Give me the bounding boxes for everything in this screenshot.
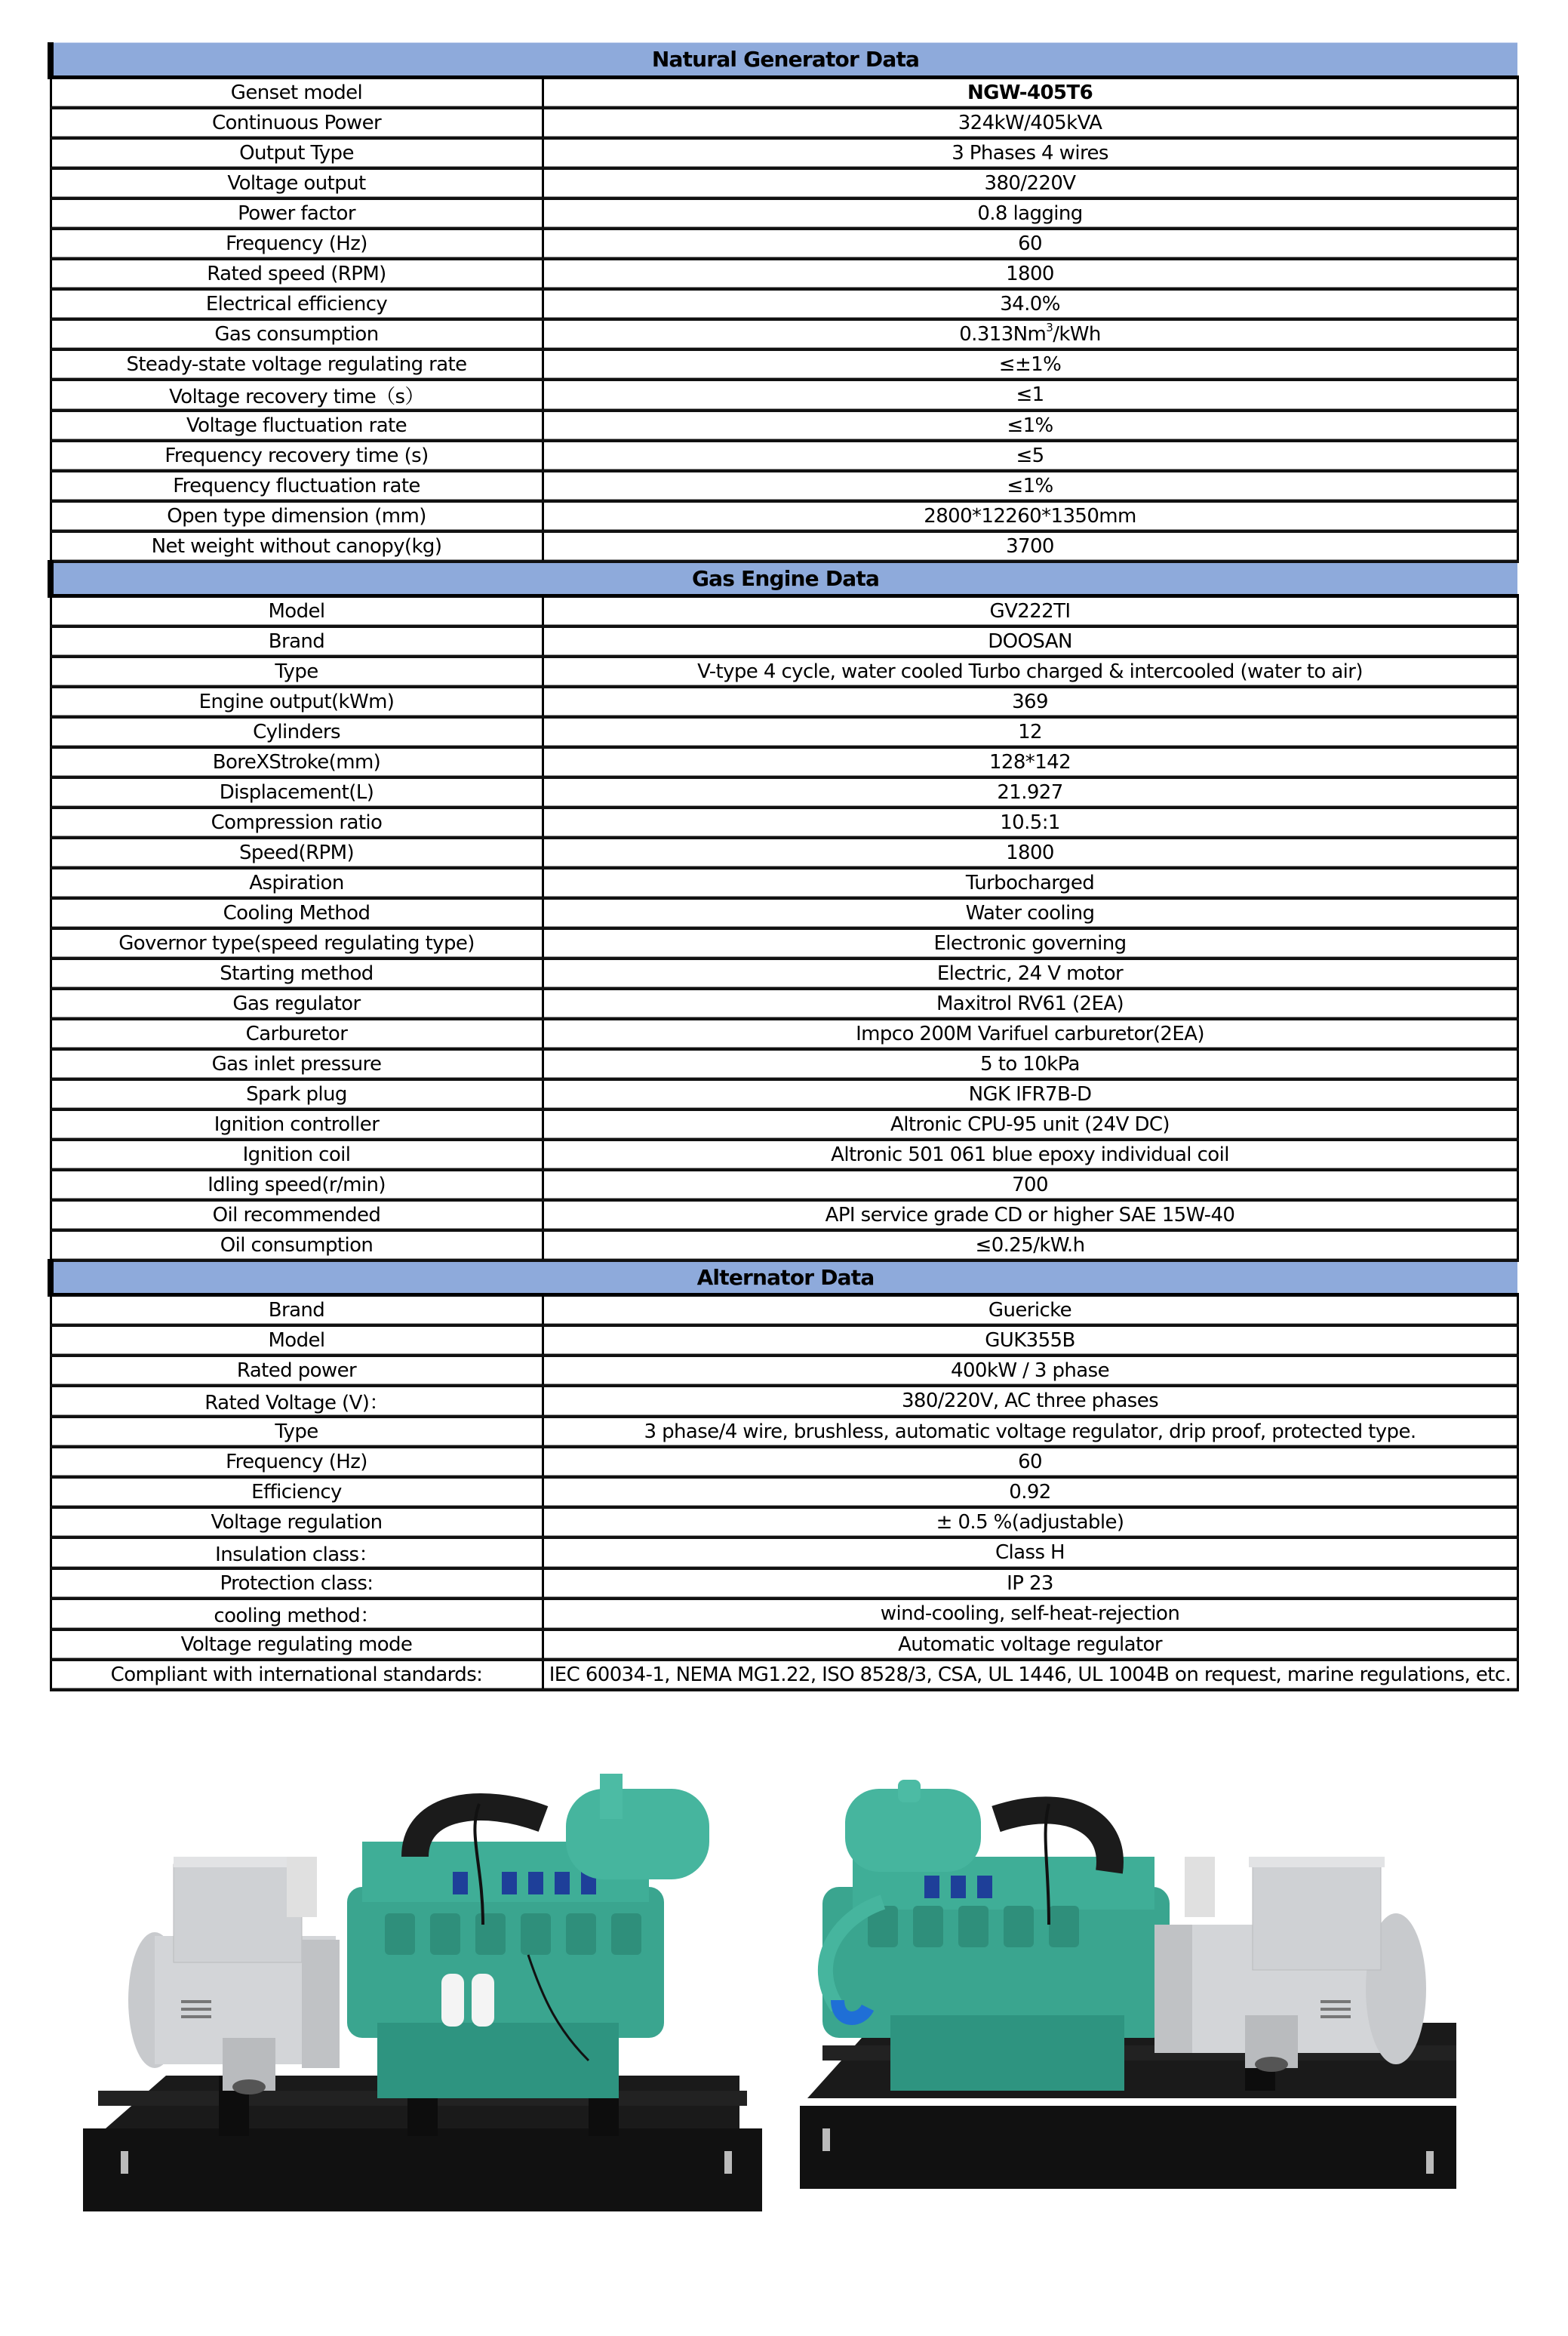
spec-label: Frequency recovery time (s) [51, 441, 543, 471]
spec-value: NGW-405T6 [543, 78, 1517, 108]
spec-value: 5 to 10kPa [543, 1049, 1517, 1079]
spec-value: 1800 [543, 838, 1517, 868]
gas-consumption-unit: /kWh [1053, 322, 1101, 346]
table-row [51, 1537, 1517, 1568]
spec-label: Governor type(speed regulating type) [51, 928, 543, 959]
spec-value: GUK355B [543, 1325, 1517, 1356]
spec-value: 0.8 lagging [543, 199, 1517, 229]
spec-label: Gas consumption [51, 319, 543, 349]
table-row [51, 199, 1517, 229]
spec-label: Model [51, 1325, 543, 1356]
table-row [51, 747, 1517, 777]
spec-label: Rated Voltage (V)： [51, 1386, 543, 1417]
table-row [51, 1630, 1517, 1660]
table-row [51, 380, 1517, 411]
spec-value: 369 [543, 687, 1517, 717]
spec-label: Frequency fluctuation rate [51, 471, 543, 501]
spec-value: 400kW / 3 phase [543, 1356, 1517, 1386]
table-row [51, 1079, 1517, 1110]
spec-value: 700 [543, 1170, 1517, 1200]
section-header-engine [51, 562, 1517, 596]
spec-value: 2800*12260*1350mm [543, 501, 1517, 531]
spec-label: Brand [51, 626, 543, 657]
spec-value: Class H [543, 1537, 1517, 1568]
table-row [51, 717, 1517, 747]
spec-label: Cooling Method [51, 898, 543, 928]
table-row [51, 1599, 1517, 1630]
table-row [51, 959, 1517, 989]
spec-label: Type [51, 1417, 543, 1447]
spec-label: Gas inlet pressure [51, 1049, 543, 1079]
spec-label: Voltage output [51, 168, 543, 199]
table-row [51, 1049, 1517, 1079]
table-row [51, 471, 1517, 501]
spec-value: 3 Phases 4 wires [543, 138, 1517, 168]
spec-label: cooling method： [51, 1599, 543, 1630]
spec-value: ± 0.5 %(adjustable) [543, 1507, 1517, 1537]
table-row [51, 1568, 1517, 1599]
genset-photo-front-right [792, 1774, 1517, 2227]
table-row [51, 259, 1517, 289]
table-row [51, 687, 1517, 717]
spec-label: Idling speed(r/min) [51, 1170, 543, 1200]
spec-value: GV222TI [543, 596, 1517, 626]
spec-label: Frequency (Hz) [51, 1447, 543, 1477]
spec-value: wind-cooling, self-heat-rejection [543, 1599, 1517, 1630]
spec-label: Aspiration [51, 868, 543, 898]
table-row [51, 898, 1517, 928]
spec-value: ≤±1% [543, 349, 1517, 380]
table-row [51, 1019, 1517, 1049]
spec-value: 380/220V, AC three phases [543, 1386, 1517, 1417]
spec-value: V-type 4 cycle, water cooled Turbo charged & intercooled (water to air) [543, 657, 1517, 687]
table-row [51, 1200, 1517, 1230]
table-row [51, 168, 1517, 199]
table-row [51, 808, 1517, 838]
spec-label: Steady-state voltage regulating rate [51, 349, 543, 380]
spec-value: 60 [543, 1447, 1517, 1477]
spec-value: 128*142 [543, 747, 1517, 777]
spec-value: ≤1 [543, 380, 1517, 411]
spec-label: Displacement(L) [51, 777, 543, 808]
table-row [51, 1447, 1517, 1477]
spec-label: Spark plug [51, 1079, 543, 1110]
spec-value: API service grade CD or higher SAE 15W-40 [543, 1200, 1517, 1230]
spec-value: ≤1% [543, 411, 1517, 441]
spec-label: Type [51, 657, 543, 687]
table-row [51, 1417, 1517, 1447]
table-row [51, 1356, 1517, 1386]
spec-label: Brand [51, 1295, 543, 1325]
spec-label: Carburetor [51, 1019, 543, 1049]
spec-value: 0.92 [543, 1477, 1517, 1507]
section-header-alternator [51, 1260, 1517, 1295]
table-row [51, 596, 1517, 626]
section-header-generator [51, 43, 1517, 78]
table-row [51, 138, 1517, 168]
spec-value: 60 [543, 229, 1517, 259]
table-row [51, 1660, 1517, 1690]
superscript-3: 3 [1046, 320, 1053, 334]
generator-set-illustration [792, 1774, 1517, 2227]
spec-value: 3 phase/4 wire, brushless, automatic voltage regulator, drip proof, protected type. [543, 1417, 1517, 1447]
table-row [51, 1477, 1517, 1507]
spec-label: Voltage regulation [51, 1507, 543, 1537]
spec-label: Oil recommended [51, 1200, 543, 1230]
table-row [51, 868, 1517, 898]
table-row [51, 349, 1517, 380]
table-row [51, 1110, 1517, 1140]
spec-value: NGK IFR7B-D [543, 1079, 1517, 1110]
spec-label: Insulation class： [51, 1537, 543, 1568]
spec-value: 21.927 [543, 777, 1517, 808]
table-row [51, 501, 1517, 531]
spec-value: 34.0% [543, 289, 1517, 319]
table-row [51, 928, 1517, 959]
spec-value: Altronic 501 061 blue epoxy individual coil [543, 1140, 1517, 1170]
section-title: Natural Generator Data [51, 43, 1517, 78]
spec-value: IP 23 [543, 1568, 1517, 1599]
spec-table [48, 42, 1519, 1691]
spec-label: Cylinders [51, 717, 543, 747]
spec-value: Electric, 24 V motor [543, 959, 1517, 989]
spec-label: Genset model [51, 78, 543, 108]
spec-value: Automatic voltage regulator [543, 1630, 1517, 1660]
spec-label: Net weight without canopy(kg) [51, 531, 543, 562]
table-row [51, 989, 1517, 1019]
spec-label: Voltage recovery time（s） [51, 380, 543, 411]
genset-photo-front-left [60, 1774, 785, 2227]
spec-value: Electronic governing [543, 928, 1517, 959]
spec-label: Open type dimension (mm) [51, 501, 543, 531]
spec-label: Compliant with international standards: [51, 1660, 543, 1690]
table-row [51, 777, 1517, 808]
spec-label: Voltage regulating mode [51, 1630, 543, 1660]
table-row [51, 657, 1517, 687]
table-row [51, 1295, 1517, 1325]
spec-value: Water cooling [543, 898, 1517, 928]
spec-label: Ignition coil [51, 1140, 543, 1170]
spec-label: BoreXStroke(mm) [51, 747, 543, 777]
spec-label: Continuous Power [51, 108, 543, 138]
spec-label: Rated speed (RPM) [51, 259, 543, 289]
table-row [51, 441, 1517, 471]
spec-table-body [51, 43, 1517, 1690]
table-row [51, 1230, 1517, 1260]
spec-label: Electrical efficiency [51, 289, 543, 319]
spec-value: IEC 60034-1, NEMA MG1.22, ISO 8528/3, CSA, UL 1446, UL 1004B on request, marine regulations, etc. [543, 1660, 1517, 1690]
spec-label: Compression ratio [51, 808, 543, 838]
spec-value: 324kW/405kVA [543, 108, 1517, 138]
spec-label: Voltage fluctuation rate [51, 411, 543, 441]
spec-value: Maxitrol RV61 (2EA) [543, 989, 1517, 1019]
spec-label: Protection class: [51, 1568, 543, 1599]
gas-consumption-value: 0.313Nm [959, 322, 1047, 346]
spec-label: Engine output(kWm) [51, 687, 543, 717]
spec-value: ≤1% [543, 471, 1517, 501]
table-row [51, 838, 1517, 868]
spec-value: 10.5:1 [543, 808, 1517, 838]
table-row [51, 1140, 1517, 1170]
spec-label: Speed(RPM) [51, 838, 543, 868]
section-title: Gas Engine Data [51, 562, 1517, 596]
spec-label: Starting method [51, 959, 543, 989]
spec-label: Efficiency [51, 1477, 543, 1507]
spec-label: Oil consumption [51, 1230, 543, 1260]
table-row [51, 229, 1517, 259]
table-row [51, 531, 1517, 562]
spec-value: ≤5 [543, 441, 1517, 471]
spec-value: Altronic CPU-95 unit (24V DC) [543, 1110, 1517, 1140]
spec-value [543, 319, 1517, 349]
table-row [51, 1386, 1517, 1417]
table-row [51, 1507, 1517, 1537]
spec-value: 12 [543, 717, 1517, 747]
table-row [51, 108, 1517, 138]
spec-value: Impco 200M Varifuel carburetor(2EA) [543, 1019, 1517, 1049]
spec-label: Gas regulator [51, 989, 543, 1019]
table-row [51, 626, 1517, 657]
spec-label: Rated power [51, 1356, 543, 1386]
table-row [51, 1325, 1517, 1356]
spec-label: Model [51, 596, 543, 626]
spec-label: Power factor [51, 199, 543, 229]
spec-value: DOOSAN [543, 626, 1517, 657]
spec-value: Guericke [543, 1295, 1517, 1325]
spec-value: 1800 [543, 259, 1517, 289]
spec-value: 3700 [543, 531, 1517, 562]
table-row [51, 289, 1517, 319]
spec-label: Frequency (Hz) [51, 229, 543, 259]
table-row [51, 411, 1517, 441]
spec-value: Turbocharged [543, 868, 1517, 898]
spec-label: Output Type [51, 138, 543, 168]
product-photos [0, 1736, 1568, 2264]
spec-value: 380/220V [543, 168, 1517, 199]
spec-label: Ignition controller [51, 1110, 543, 1140]
table-row [51, 1170, 1517, 1200]
spec-value: ≤0.25/kW.h [543, 1230, 1517, 1260]
section-title: Alternator Data [51, 1260, 1517, 1295]
table-row [51, 78, 1517, 108]
table-row [51, 319, 1517, 349]
generator-set-illustration [60, 1774, 785, 2227]
